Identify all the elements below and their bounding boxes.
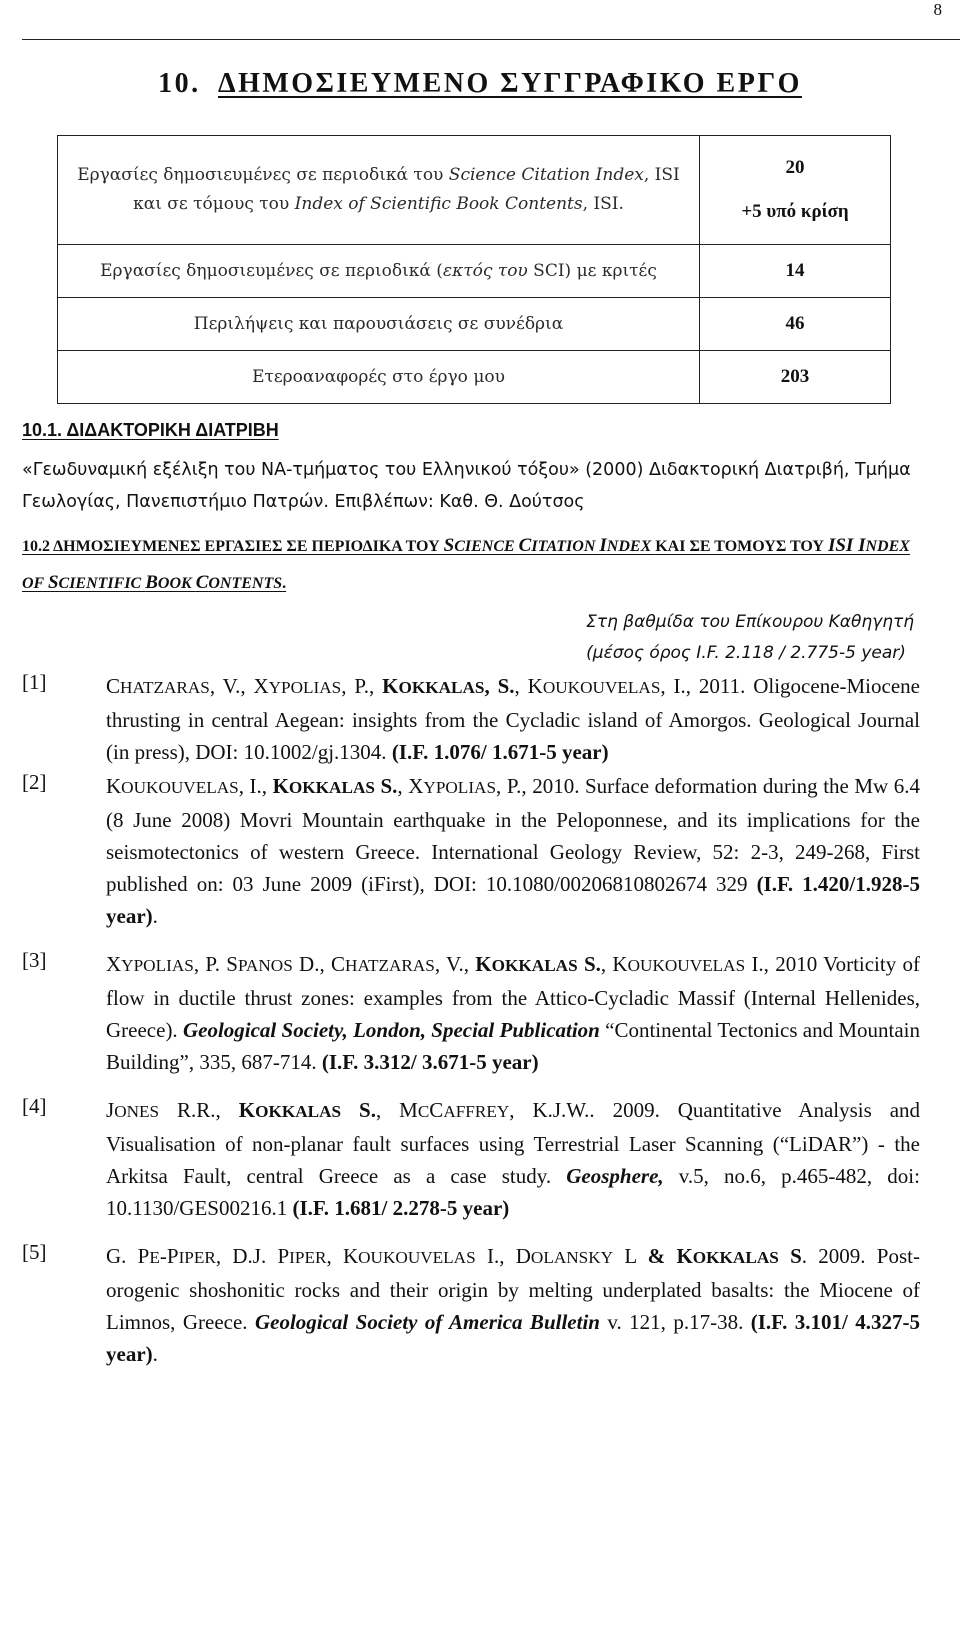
summary-value: 14 bbox=[700, 245, 891, 298]
publication-list bbox=[22, 670, 920, 1370]
publication-number: [2] bbox=[22, 770, 47, 794]
publication-citation: XYPOLIAS, P. SPANOS D., CHATZARAS, V., KOKKALAS S., KOUKOUVELAS I., 2010 Vorticity of flow in ductile thrust zones: examples from the Attico-Cycladic Massif (Internal Hellenides, Greece). Geological Society, London, Special Publication “Continental Tectonics and Mountain Building”, 335, 687-714. (I.F. 3.312/ 3.671-5 year) bbox=[106, 952, 920, 1074]
rank-note-line: (μέσος όρος I.F. 2.118 / 2.775-5 year) bbox=[586, 643, 906, 663]
summary-value: 20 +5 υπό κρίση bbox=[700, 136, 891, 245]
table-row bbox=[58, 298, 891, 351]
summary-desc: Εργασίες δημοσιευμένες σε περιοδικά (εκτός του SCI) με κριτές bbox=[58, 245, 700, 298]
page-number: 8 bbox=[933, 0, 942, 19]
publication-citation: G. PE-PIPER, D.J. PIPER, KOUKOUVELAS I., DOLANSKY L & KOKKALAS S. 2009. Post-orogenic shoshonitic rocks and their origin by melting underplated basalts: the Miocene of Limnos, Greece. Geological Society of America Bulletin v. 121, p.17-38. (I.F. 3.101/ 4.327-5 year). bbox=[106, 1244, 920, 1366]
section-title-text: ΔΗΜΟΣΙΕΥΜΕΝΟ ΣΥΓΓΡΑΦΙΚΟ ΕΡΓΟ bbox=[218, 68, 802, 99]
rank-note bbox=[586, 607, 914, 669]
section-title bbox=[0, 68, 960, 100]
table-row bbox=[58, 245, 891, 298]
publication-citation: KOUKOUVELAS, I., KOKKALAS S., XYPOLIAS, P., 2010. Surface deformation during the Mw 6.4 (8 June 2008) Movri Mountain earthquake in the Peloponnese, and its implications for the seismotectonics of western Greece. International Geology Review, 52: 2-3, 249-268, First published on: 03 June 2009 (iFirst), DOI: 10.1080/00206810802674 329 (I.F. 1.420/1.928-5 year). bbox=[106, 774, 921, 928]
publication-number: [3] bbox=[22, 948, 47, 972]
list-item bbox=[22, 770, 920, 932]
publication-number: [4] bbox=[22, 1094, 47, 1118]
publications-heading: 10.2 ΔΗΜΟΣΙΕΥΜΕΝΕΣ ΕΡΓΑΣΙΕΣ ΣΕ ΠΕΡΙΟΔΙΚΑ ΤΟΥ SCIENCE CITATION INDEX ΚΑΙ ΣΕ ΤΟΜΟΥΣ ΤΟΥ ISI INDEX OF SCIENTIFIC BOOK CONTENTS. bbox=[22, 535, 910, 593]
summary-value: 46 bbox=[700, 298, 891, 351]
table-row bbox=[58, 351, 891, 404]
table-row bbox=[58, 136, 891, 245]
list-item bbox=[22, 1240, 920, 1370]
list-item bbox=[22, 1094, 920, 1224]
publication-citation: CHATZARAS, V., XYPOLIAS, P., KOKKALAS, S., KOUKOUVELAS, I., 2011. Oligocene-Miocene thrusting in central Aegean: insights from the Cycladic island of Amorgos. Geological Journal (in press), DOI: 10.1002/gj.1304. (I.F. 1.076/ 1.671-5 year) bbox=[106, 674, 920, 764]
thesis-heading: 10.1. ΔΙΔΑΚΤΟΡΙΚΗ ΔΙΑΤΡΙΒΗ bbox=[22, 420, 279, 440]
summary-value: 203 bbox=[700, 351, 891, 404]
publication-citation: JONES R.R., KOKKALAS S., MCCAFFREY, K.J.W.. 2009. Quantitative Analysis and Visualisation of non-planar fault surfaces using Terrestrial Laser Scanning (“LiDAR”) - the Arkitsa Fault, central Greece as a case study. Geosphere, v.5, no.6, p.465-482, doi: 10.1130/GES00216.1 (I.F. 1.681/ 2.278-5 year) bbox=[106, 1098, 921, 1220]
publication-summary-table bbox=[57, 135, 891, 404]
summary-desc: Ετεροαναφορές στο έργο μου bbox=[58, 351, 700, 404]
list-item bbox=[22, 948, 920, 1078]
list-item bbox=[22, 670, 920, 768]
rank-note-line: Στη βαθμίδα του Επίκουρου Καθηγητή bbox=[586, 612, 914, 632]
publication-number: [1] bbox=[22, 670, 47, 694]
section-number: 10. bbox=[158, 68, 201, 99]
thesis-text: «Γεωδυναμική εξέλιξη του ΝΑ-τμήματος του Ελληνικού τόξου» (2000) Διδακτορική Διατριβή, Τμήμα Γεωλογίας, Πανεπιστήμιο Πατρών. Επιβλέπων: Καθ. Θ. Δούτσος bbox=[22, 460, 911, 512]
summary-desc: Περιλήψεις και παρουσιάσεις σε συνέδρια bbox=[58, 298, 700, 351]
publication-number: [5] bbox=[22, 1240, 47, 1264]
header-rule bbox=[22, 39, 960, 40]
summary-desc: Εργασίες δημοσιευμένες σε περιοδικά του Science Citation Index, ISI και σε τόμους του Index of Scientific Book Contents, ISI. bbox=[58, 136, 700, 245]
